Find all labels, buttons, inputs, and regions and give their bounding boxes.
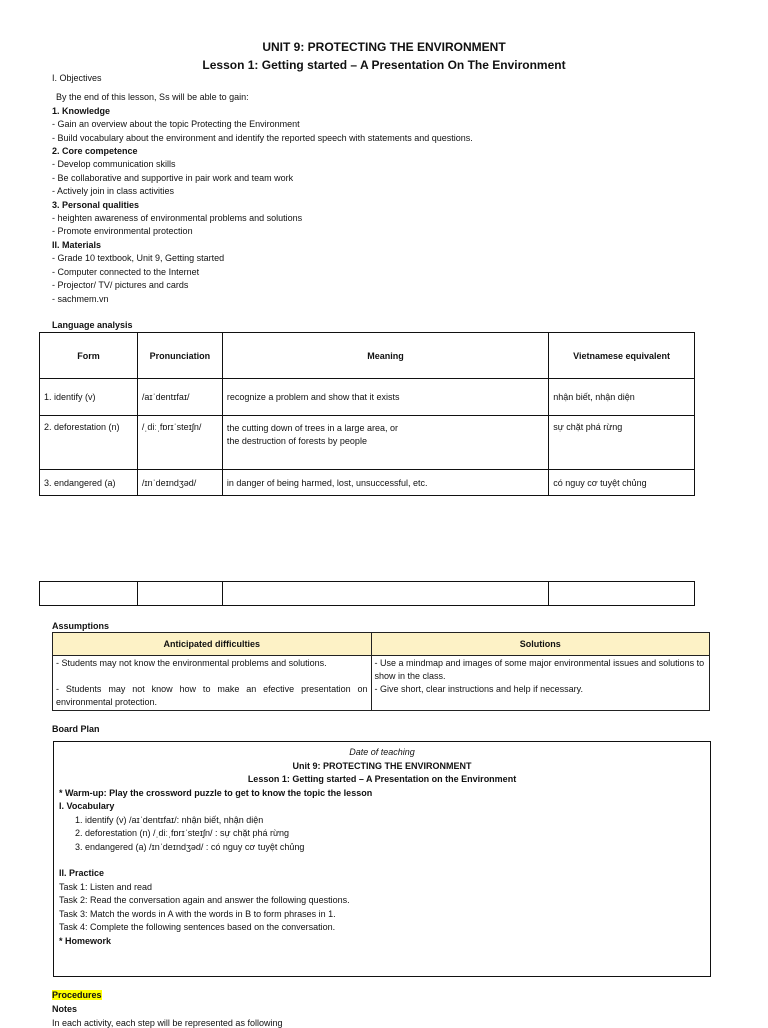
solution-item: - Use a mindmap and images of some major environmental issues and solutions to show in the class. [374, 658, 705, 681]
board-task: Task 4: Complete the following sentences based on the conversation. [59, 922, 336, 932]
language-analysis-table [39, 332, 695, 496]
empty-cell [549, 582, 695, 606]
notes-text: In each activity, each step will be represented as following [52, 1018, 283, 1028]
board-homework: * Homework [59, 935, 112, 946]
table-row [40, 470, 695, 496]
language-analysis-label: Language analysis [52, 320, 133, 330]
board-unit-title: Unit 9: PROTECTING THE ENVIRONMENT [292, 760, 472, 771]
board-warmup: * Warm-up: Play the crossword puzzle to get to know the topic the lesson [59, 787, 373, 798]
notes-heading: Notes [52, 1004, 78, 1014]
cell-vietnamese: nhận biết, nhận diện [549, 379, 695, 416]
qualities-heading: 3. Personal qualities [52, 199, 140, 210]
cell-form: 3. endangered (a) [40, 470, 138, 496]
difficulty-item: - Students may not know the environmental problems and solutions. [56, 658, 327, 668]
header-meaning: Meaning [222, 333, 548, 379]
empty-cell [137, 582, 222, 606]
knowledge-item: - Gain an overview about the topic Protecting the Environment [52, 119, 300, 130]
objectives-heading: I. Objectives [52, 73, 102, 83]
competence-item: - Develop communication skills [52, 159, 176, 170]
cell-form: 1. identify (v) [40, 379, 138, 416]
board-plan-box [53, 741, 711, 977]
qualities-item: - Promote environmental protection [52, 226, 193, 237]
table-row [40, 416, 695, 470]
competence-heading: 2. Core competence [52, 146, 138, 157]
header-vietnamese: Vietnamese equivalent [549, 333, 695, 379]
empty-cell [40, 582, 138, 606]
cell-pronunciation: /aɪˈdentɪfaɪ/ [137, 379, 222, 416]
solutions-cell [371, 656, 709, 711]
table-header-row [53, 633, 710, 656]
table-row [40, 582, 695, 606]
table-row [53, 656, 710, 711]
difficulty-item: - Students may not know how to make an efective presentation on environmental protection. [56, 684, 368, 707]
board-task: Task 2: Read the conversation again and answer the following questions. [59, 895, 350, 905]
materials-item: - Grade 10 textbook, Unit 9, Getting started [52, 253, 225, 264]
knowledge-item: - Build vocabulary about the environment and identify the reported speech with statements and questions. [52, 132, 473, 143]
competence-item: - Actively join in class activities [52, 186, 175, 197]
meaning-line: the cutting down of trees in a large area, or [226, 423, 398, 433]
materials-item: - Projector/ TV/ pictures and cards [52, 280, 189, 291]
objectives-section [52, 72, 473, 306]
objectives-intro: By the end of this lesson, Ss will be able to gain: [56, 92, 249, 103]
board-vocab-item: 3. endangered (a) /ɪnˈdeɪndʒəd/ : có nguy cơ tuyệt chủng [75, 841, 305, 852]
unit-title: UNIT 9: PROTECTING THE ENVIRONMENT [262, 40, 506, 54]
board-vocab-heading: I. Vocabulary [59, 801, 115, 811]
cell-form: 2. deforestation (n) [40, 416, 138, 470]
table-header-row [40, 333, 695, 379]
table-row [40, 379, 695, 416]
board-practice-heading: II. Practice [59, 868, 105, 878]
cell-pronunciation: /ˌdiːˌfɒrɪˈsteɪʃn/ [137, 416, 222, 470]
cell-meaning [222, 416, 548, 470]
board-plan-label: Board Plan [52, 724, 100, 734]
difficulties-cell [53, 656, 372, 711]
cell-meaning: recognize a problem and show that it exists [222, 379, 548, 416]
materials-item: - sachmem.vn [52, 293, 109, 304]
materials-item: - Computer connected to the Internet [52, 266, 200, 277]
empty-cell [222, 582, 549, 606]
board-task: Task 1: Listen and read [59, 881, 153, 892]
header-difficulties: Anticipated difficulties [53, 633, 372, 656]
board-vocab-item: 1. identify (v) /aɪˈdentɪfaɪ/: nhận biết, nhận diện [75, 814, 264, 825]
header-solutions: Solutions [371, 633, 709, 656]
header-form: Form [40, 333, 138, 379]
competence-item: - Be collaborative and supportive in pair work and team work [52, 172, 294, 183]
cell-meaning: in danger of being harmed, lost, unsuccessful, etc. [222, 470, 548, 496]
knowledge-heading: 1. Knowledge [52, 105, 111, 116]
assumptions-label: Assumptions [52, 621, 110, 631]
board-vocab-item: 2. deforestation (n) /ˌdiːˌfɒrɪˈsteɪʃn/ : sự chặt phá rừng [75, 828, 290, 838]
header-pronunciation: Pronunciation [137, 333, 222, 379]
board-date: Date of teaching [349, 747, 415, 757]
procedures-label: Procedures [52, 990, 102, 1000]
assumptions-table [52, 632, 710, 711]
solution-item: - Give short, clear instructions and help if necessary. [374, 684, 583, 694]
procedures-heading [52, 990, 102, 1000]
board-lesson-title: Lesson 1: Getting started – A Presentation on the Environment [247, 774, 517, 784]
cell-pronunciation: /ɪnˈdeɪndʒəd/ [137, 470, 222, 496]
meaning-line: the destruction of forests by people [226, 436, 367, 446]
cell-vietnamese: sự chặt phá rừng [549, 416, 695, 470]
cell-vietnamese: có nguy cơ tuyệt chủng [549, 470, 695, 496]
empty-table-row [39, 581, 695, 606]
board-task: Task 3: Match the words in A with the words in B to form phrases in 1. [59, 908, 336, 919]
lesson-title: Lesson 1: Getting started – A Presentation On The Environment [202, 58, 566, 72]
qualities-item: - heighten awareness of environmental problems and solutions [52, 213, 303, 224]
materials-heading: II. Materials [52, 239, 102, 250]
